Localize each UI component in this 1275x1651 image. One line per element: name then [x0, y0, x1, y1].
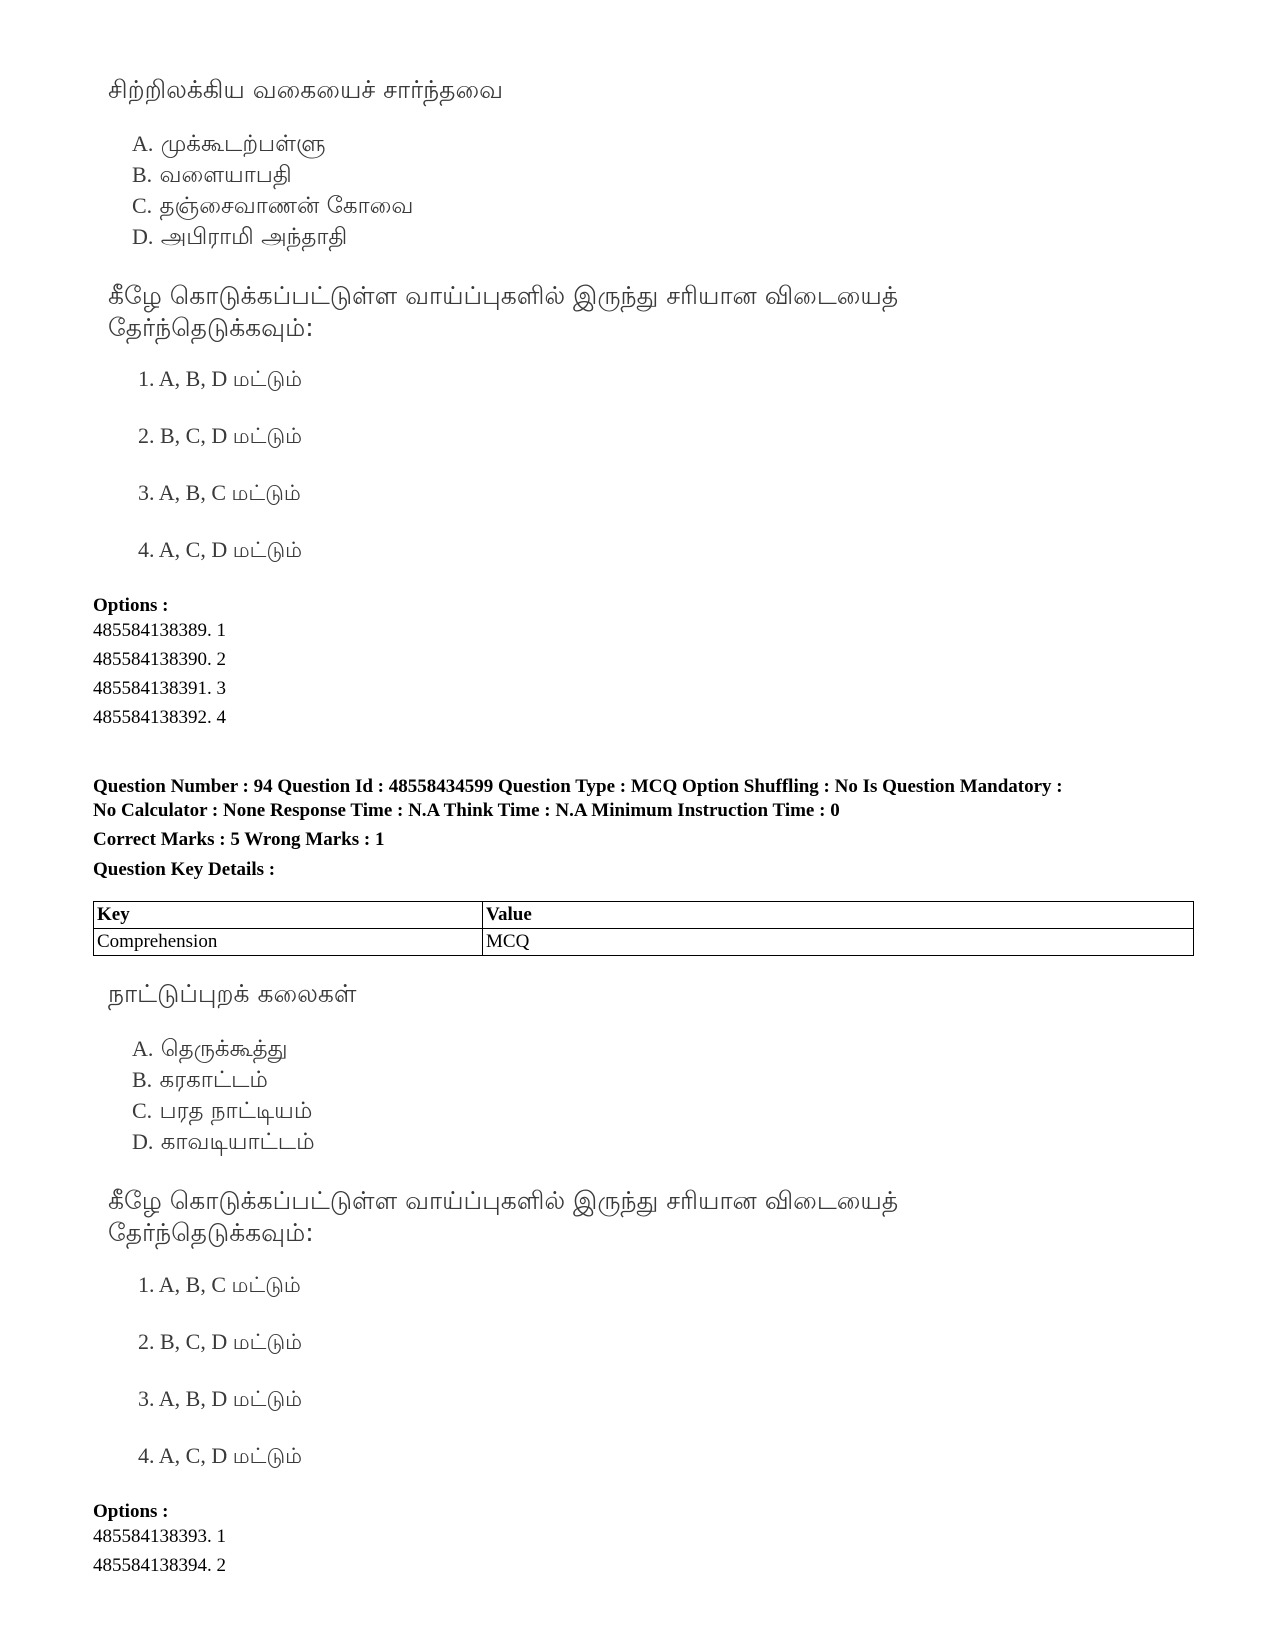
- q94-item-a: A. தெருக்கூத்து: [132, 1036, 288, 1062]
- q94-meta-line2: No Calculator : None Response Time : N.A Think Time : N.A Minimum Instruction Time : 0: [93, 800, 840, 821]
- q94-item-c: C. பரத நாட்டியம்: [132, 1098, 313, 1124]
- key-table-header-row: [94, 902, 1194, 929]
- q94-instruction-line2: தேர்ந்தெடுக்கவும்:: [108, 1218, 314, 1247]
- q94-key-details-heading: Question Key Details :: [93, 859, 276, 880]
- q94-item-d: D. காவடியாட்டம்: [132, 1129, 315, 1155]
- q94-option-1: 485584138393. 1: [93, 1526, 226, 1547]
- q93-item-d: D. அபிராமி அந்தாதி: [132, 224, 348, 250]
- q93-item-c: C. தஞ்சைவாணன் கோவை: [132, 193, 414, 219]
- key-table-cell-key: Comprehension: [94, 929, 483, 956]
- q94-instruction-line1: கீழே கொடுக்கப்பட்டுள்ள வாய்ப்புகளில் இருந்து சரியான விடையைத்: [108, 1186, 899, 1215]
- q94-option-2: 485584138394. 2: [93, 1555, 226, 1576]
- q93-instruction-line1: கீழே கொடுக்கப்பட்டுள்ள வாய்ப்புகளில் இருந்து சரியான விடையைத்: [108, 281, 899, 310]
- q94-options-heading: Options :: [93, 1501, 169, 1522]
- key-table-header-value: Value: [483, 902, 1194, 929]
- table-row: [94, 929, 1194, 956]
- q93-option-2: 485584138390. 2: [93, 649, 226, 670]
- q93-choice-2: 2. B, C, D மட்டும்: [138, 423, 303, 448]
- q94-choice-2: 2. B, C, D மட்டும்: [138, 1329, 303, 1354]
- q94-prompt: நாட்டுப்புறக் கலைகள்: [108, 979, 357, 1008]
- q93-choice-3: 3. A, B, C மட்டும்: [138, 480, 301, 505]
- q93-choice-4: 4. A, C, D மட்டும்: [138, 537, 303, 562]
- key-table-header-key: Key: [94, 902, 483, 929]
- q93-option-3: 485584138391. 3: [93, 678, 226, 699]
- q93-choice-1: 1. A, B, D மட்டும்: [138, 366, 303, 391]
- q93-option-1: 485584138389. 1: [93, 620, 226, 641]
- q94-marks-line: Correct Marks : 5 Wrong Marks : 1: [93, 829, 385, 850]
- q94-item-b: B. கரகாட்டம்: [132, 1067, 268, 1093]
- q93-instruction-line2: தேர்ந்தெடுக்கவும்:: [108, 313, 314, 342]
- q94-choice-1: 1. A, B, C மட்டும்: [138, 1272, 301, 1297]
- q94-meta-line1: Question Number : 94 Question Id : 48558434599 Question Type : MCQ Option Shuffling : No Is Question Mandatory :: [93, 776, 1063, 797]
- q94-choice-3: 3. A, B, D மட்டும்: [138, 1386, 303, 1411]
- question-key-table: [93, 901, 1194, 956]
- q93-option-4: 485584138392. 4: [93, 707, 226, 728]
- q93-prompt: சிற்றிலக்கிய வகையைச் சார்ந்தவை: [108, 75, 504, 104]
- q93-item-a: A. முக்கூடற்பள்ளு: [132, 131, 326, 157]
- q93-item-b: B. வளையாபதி: [132, 162, 292, 188]
- key-table-cell-value: MCQ: [483, 929, 1194, 956]
- q93-options-heading: Options :: [93, 595, 169, 616]
- q94-choice-4: 4. A, C, D மட்டும்: [138, 1443, 303, 1468]
